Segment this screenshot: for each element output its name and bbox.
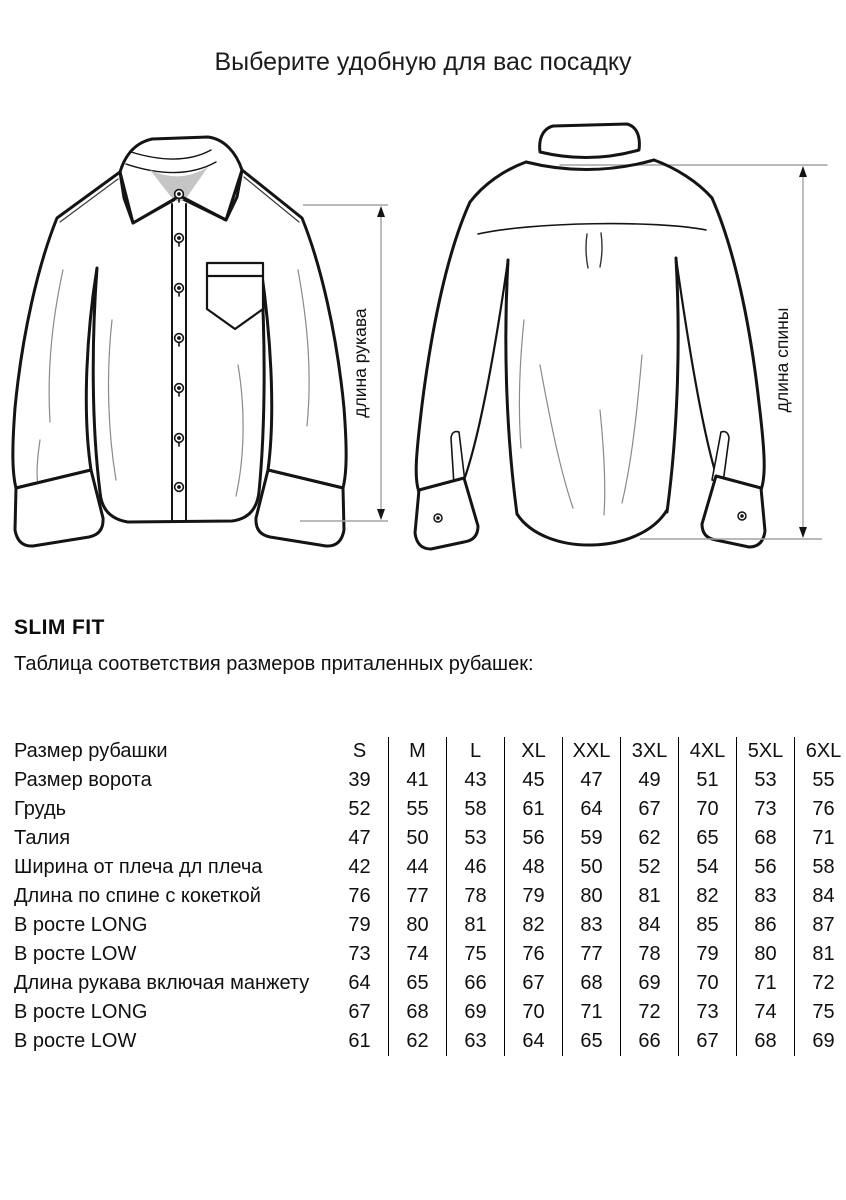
row-label: В росте LOW <box>14 1030 137 1052</box>
size-value-cell: 85 <box>679 911 737 940</box>
table-row <box>14 766 846 795</box>
size-value-cell: 45 <box>505 766 563 795</box>
size-value-cell: 73 <box>679 998 737 1027</box>
size-header-row <box>14 737 846 766</box>
size-value-cell: 61 <box>505 795 563 824</box>
size-column-header: XL <box>505 737 563 766</box>
size-value-cell: 62 <box>389 1027 447 1056</box>
size-value-cell: 70 <box>505 998 563 1027</box>
arrow-up-icon <box>799 166 807 177</box>
size-value-cell: 50 <box>389 824 447 853</box>
table-row <box>14 1027 846 1056</box>
arrow-up-icon <box>377 206 385 217</box>
size-value-cell: 58 <box>795 853 846 882</box>
size-value-cell: 62 <box>621 824 679 853</box>
fit-heading: SLIM FIT <box>14 616 105 639</box>
size-value-cell: 71 <box>563 998 621 1027</box>
size-value-cell: 81 <box>621 882 679 911</box>
size-value-cell: 54 <box>679 853 737 882</box>
page-title: Выберите удобную для вас посадку <box>214 48 632 76</box>
table-row <box>14 998 846 1027</box>
back-sleeve-plackets <box>451 432 729 485</box>
size-value-cell: 67 <box>348 1001 371 1023</box>
size-value-cell: 84 <box>621 911 679 940</box>
size-value-cell: 52 <box>621 853 679 882</box>
arrow-down-icon <box>377 509 385 520</box>
size-value-cell: 81 <box>795 940 846 969</box>
size-column-header: L <box>447 737 505 766</box>
size-value-cell: 64 <box>348 972 371 994</box>
size-value-cell: 56 <box>505 824 563 853</box>
size-column-header: 3XL <box>621 737 679 766</box>
size-value-cell: 80 <box>563 882 621 911</box>
size-value-cell: 81 <box>447 911 505 940</box>
size-value-cell: 69 <box>621 969 679 998</box>
table-row <box>14 882 846 911</box>
size-column-header: XXL <box>563 737 621 766</box>
size-value-cell: 42 <box>348 856 371 878</box>
size-header-label: Размер рубашки <box>14 740 168 762</box>
size-value-cell: 66 <box>447 969 505 998</box>
row-label: Талия <box>14 827 71 849</box>
size-value-cell: 51 <box>679 766 737 795</box>
size-value-cell: 39 <box>348 769 371 791</box>
size-value-cell: 79 <box>679 940 737 969</box>
size-value-cell: 68 <box>563 969 621 998</box>
size-value-cell: 49 <box>621 766 679 795</box>
size-value-cell: 77 <box>389 882 447 911</box>
size-value-cell: 52 <box>348 798 371 820</box>
size-value-cell: 58 <box>447 795 505 824</box>
size-value-cell: 69 <box>795 1027 846 1056</box>
size-value-cell: 74 <box>389 940 447 969</box>
size-table-body <box>14 766 846 1056</box>
size-value-cell: 78 <box>447 882 505 911</box>
row-label: В росте LOW <box>14 943 137 965</box>
size-value-cell: 41 <box>389 766 447 795</box>
size-value-cell: 86 <box>737 911 795 940</box>
table-row <box>14 969 846 998</box>
size-value-cell: 71 <box>737 969 795 998</box>
size-value-cell: 64 <box>505 1027 563 1056</box>
arrow-down-icon <box>799 527 807 538</box>
size-value-cell: 53 <box>737 766 795 795</box>
size-value-cell: 82 <box>505 911 563 940</box>
table-subtitle: Таблица соответствия размеров приталенных рубашек: <box>14 653 534 675</box>
size-value-cell: 83 <box>737 882 795 911</box>
size-value-cell: 71 <box>795 824 846 853</box>
size-value-cell: 47 <box>348 827 371 849</box>
size-value-cell: 65 <box>679 824 737 853</box>
size-value-cell: 67 <box>621 795 679 824</box>
size-column-header: M <box>389 737 447 766</box>
size-value-cell: 43 <box>447 766 505 795</box>
size-value-cell: 70 <box>679 795 737 824</box>
size-value-cell: 75 <box>447 940 505 969</box>
size-value-cell: 56 <box>737 853 795 882</box>
row-label: Длина по спине с кокеткой <box>14 885 261 907</box>
size-column-header: S <box>352 740 367 762</box>
size-value-cell: 75 <box>795 998 846 1027</box>
size-value-cell: 69 <box>447 998 505 1027</box>
row-label: В росте LONG <box>14 1001 148 1023</box>
sleeve-length-label: длина рукава <box>350 308 370 418</box>
size-value-cell: 72 <box>621 998 679 1027</box>
size-value-cell: 53 <box>447 824 505 853</box>
size-value-cell: 55 <box>795 766 846 795</box>
table-row <box>14 911 846 940</box>
size-value-cell: 76 <box>348 885 371 907</box>
size-value-cell: 73 <box>737 795 795 824</box>
size-value-cell: 87 <box>795 911 846 940</box>
size-value-cell: 72 <box>795 969 846 998</box>
table-row <box>14 853 846 882</box>
table-row <box>14 940 846 969</box>
size-value-cell: 65 <box>389 969 447 998</box>
row-label: Длина рукава включая манжету <box>14 972 310 994</box>
size-value-cell: 79 <box>348 914 371 936</box>
back-collar <box>540 124 640 158</box>
back-length-label: длина спины <box>772 307 792 413</box>
back-yoke-seam <box>478 224 706 234</box>
size-value-cell: 46 <box>447 853 505 882</box>
size-value-cell: 48 <box>505 853 563 882</box>
size-value-cell: 50 <box>563 853 621 882</box>
size-value-cell: 78 <box>621 940 679 969</box>
shirt-illustration <box>0 110 846 585</box>
back-fold-lines <box>519 320 642 515</box>
row-label: В росте LONG <box>14 914 148 936</box>
shirt-front-illustration <box>13 137 346 546</box>
size-value-cell: 67 <box>679 1027 737 1056</box>
size-value-cell: 77 <box>563 940 621 969</box>
size-value-cell: 59 <box>563 824 621 853</box>
size-value-cell: 55 <box>389 795 447 824</box>
size-value-cell: 63 <box>447 1027 505 1056</box>
size-value-cell: 47 <box>563 766 621 795</box>
size-value-cell: 68 <box>389 998 447 1027</box>
size-value-cell: 70 <box>679 969 737 998</box>
table-row <box>14 824 846 853</box>
size-column-header: 6XL <box>795 737 846 766</box>
size-value-cell: 80 <box>389 911 447 940</box>
size-value-cell: 67 <box>505 969 563 998</box>
size-value-cell: 68 <box>737 1027 795 1056</box>
size-value-cell: 79 <box>505 882 563 911</box>
size-value-cell: 80 <box>737 940 795 969</box>
size-value-cell: 73 <box>348 943 371 965</box>
back-cuffs <box>415 476 765 549</box>
size-value-cell: 82 <box>679 882 737 911</box>
size-value-cell: 65 <box>563 1027 621 1056</box>
size-value-cell: 74 <box>737 998 795 1027</box>
size-value-cell: 68 <box>737 824 795 853</box>
size-value-cell: 76 <box>505 940 563 969</box>
size-value-cell: 61 <box>348 1030 371 1052</box>
size-value-cell: 76 <box>795 795 846 824</box>
size-value-cell: 44 <box>389 853 447 882</box>
size-table <box>14 737 846 1056</box>
size-value-cell: 84 <box>795 882 846 911</box>
row-label: Грудь <box>14 798 67 820</box>
back-pleat <box>586 233 602 268</box>
table-row <box>14 795 846 824</box>
size-column-header: 4XL <box>679 737 737 766</box>
size-column-header: 5XL <box>737 737 795 766</box>
size-value-cell: 83 <box>563 911 621 940</box>
shirt-back-illustration <box>415 124 827 549</box>
row-label: Размер ворота <box>14 769 152 791</box>
size-value-cell: 64 <box>563 795 621 824</box>
size-value-cell: 66 <box>621 1027 679 1056</box>
row-label: Ширина от плеча дл плеча <box>14 856 263 878</box>
